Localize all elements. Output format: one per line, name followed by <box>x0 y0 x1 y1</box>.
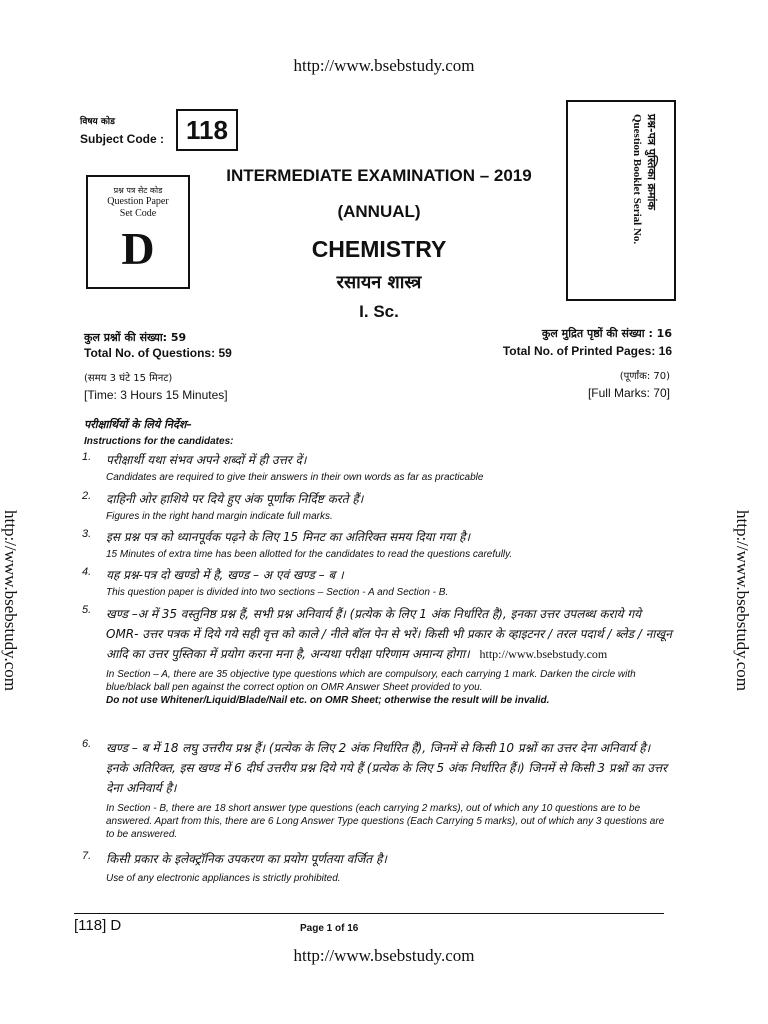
instruction-item-7 <box>84 850 674 884</box>
instruction-en-warning: Do not use Whitener/Liquid/Blade/Nail etc. on OMR Sheet; otherwise the result will be invalid. <box>106 695 550 706</box>
total-pages: Total No. of Printed Pages: 16 <box>502 344 672 358</box>
instruction-item-6 <box>84 738 674 841</box>
set-code-label-hi: प्रश्न पत्र सेट कोड <box>113 186 163 195</box>
instruction-en: Use of any electronic appliances is strictly prohibited. <box>106 873 341 884</box>
instruction-en: Candidates are required to give their answers in their own words as far as practicable <box>106 472 484 483</box>
subject-code-label: Subject Code : <box>80 132 165 146</box>
instruction-hi: परीक्षार्थी यथा संभव अपने शब्दों में ही उत्तर दें। <box>106 453 307 467</box>
instruction-hi: किसी प्रकार के इलेक्ट्रॉनिक उपकरण का प्रयोग पूर्णतया वर्जित है। <box>106 852 387 866</box>
instruction-hi: दाहिनी ओर हाशिये पर दिये हुए अंक पूर्णांक निर्दिष्ट करते हैं। <box>106 492 364 506</box>
instruction-item-5 <box>84 604 674 707</box>
instruction-number: 7. <box>82 850 92 862</box>
instruction-item-2 <box>84 490 674 522</box>
footer-divider <box>74 913 664 914</box>
set-code-value: D <box>121 223 155 274</box>
instruction-number: 1. <box>82 451 92 463</box>
instruction-item-3 <box>84 528 674 560</box>
total-questions-hi: कुल प्रश्नों की संख्या: 59 <box>84 331 187 344</box>
instructions-heading: Instructions for the candidates: <box>84 436 234 447</box>
time-allowed: [Time: 3 Hours 15 Minutes] <box>84 388 228 402</box>
watermark-url-right: http://www.bsebstudy.com <box>733 510 752 692</box>
full-marks: [Full Marks: 70] <box>587 386 670 400</box>
instruction-en: In Section – A, there are 35 objective type questions which are compulsory, each carrying 1 mark. Darken the circle with blue/black ball pen against the correct option on OMR Answer Sheet provided to you. <box>106 669 636 693</box>
watermark-url-bottom: http://www.bsebstudy.com <box>293 946 475 965</box>
booklet-serial-box <box>566 100 676 301</box>
watermark-url-top: http://www.bsebstudy.com <box>293 56 475 75</box>
full-marks-hi: (पूर्णांक: 70) <box>619 371 670 382</box>
instruction-en: 15 Minutes of extra time has been allotted for the candidates to read the questions carefully. <box>106 549 513 560</box>
instruction-item-1 <box>84 451 674 483</box>
set-code-box <box>86 175 190 289</box>
booklet-serial-label <box>630 114 658 244</box>
subject-title-hi: रसायन शास्त्र <box>336 272 422 293</box>
instruction-item-4 <box>84 566 674 598</box>
booklet-serial-label-en: Question Booklet Serial No. <box>631 114 643 245</box>
set-code-label-1: Question Paper <box>107 196 169 207</box>
instruction-hi: खण्ड – ब में 18 लघु उत्तरीय प्रश्न हैं। (प्रत्येक के लिए 2 अंक निर्धारित हैं), जिनमें से किसी 10 प्रश्नों का उत्तर देना अनिवार्य है। इनके अतिरिक्त, इस खण्ड में 6 दीर्घ उत्तरीय प्रश्न दिये गये हैं (प्रत्येक के लिए 5 अंक निर्धारित हैं।) जिनमें से किसी 3 प्रश्नों का उत्तर देना अनिवार्य है। <box>106 741 668 795</box>
subject-code-label-hi: विषय कोड <box>80 117 115 127</box>
footer-code: [118] D <box>74 917 122 934</box>
instruction-en: Figures in the right hand margin indicate full marks. <box>106 511 333 522</box>
inline-watermark-url: http://www.bsebstudy.com <box>479 647 608 661</box>
total-pages-hi: कुल मुद्रित पृष्ठों की संख्या : 16 <box>541 327 672 340</box>
page-number: Page 1 of 16 <box>300 923 359 934</box>
total-questions: Total No. of Questions: 59 <box>84 346 232 360</box>
booklet-serial-label-hi: प्रश्न-पत्र पुस्तिका क्रमांक <box>645 114 658 210</box>
instruction-hi: इस प्रश्न पत्र को ध्यानपूर्वक पढ़ने के लिए 15 मिनट का अतिरिक्त समय दिया गया है। <box>106 530 471 544</box>
instruction-hi: खण्ड –अ में 35 वस्तुनिष्ठ प्रश्न हैं, सभी प्रश्न अनिवार्य हैं। (प्रत्येक के लिए 1 अंक निर्धारित है), इनका उत्तर उपलब्ध कराये गये OMR- उत्तर पत्रक में दिये गये सही वृत्त को काले / नीले बॉल पेन से भरें। किसी भी प्रकार के व्हाइटनर / तरल पदार्थ / ब्लेड / नाखून आदि का उत्तर पुस्तिका में प्रयोग करना मना है, अन्यथा परीक्षा परिणाम अमान्य होगा। <box>106 607 672 661</box>
instructions-heading-hi: परीक्षार्थियों के लिये निर्देश– <box>84 418 192 431</box>
instruction-number: 6. <box>82 738 92 750</box>
instruction-number: 3. <box>82 528 92 540</box>
watermark-url-left: http://www.bsebstudy.com <box>1 510 20 692</box>
time-hi: (समय 3 घंटे 15 मिनट) <box>84 373 173 384</box>
instruction-en: In Section - B, there are 18 short answer type questions (each carrying 2 marks), out of which any 10 questions are to be answered. Apart from this, there are 6 Long Answer Type questions (Each Carrying 5 marks), out of which any 3 questions are to be answered. <box>106 803 665 840</box>
instruction-hi-block <box>84 604 674 664</box>
set-code-label-2: Set Code <box>119 208 157 219</box>
instruction-hi: यह प्रश्न-पत्र दो खण्डो में है, खण्ड – अ एवं खण्ड – ब । <box>106 568 344 582</box>
subject-code-box: 118 <box>176 109 238 151</box>
instruction-number: 2. <box>82 490 92 502</box>
instruction-number: 5. <box>82 604 92 616</box>
exam-title: INTERMEDIATE EXAMINATION – 2019 <box>226 166 532 185</box>
subject-title: CHEMISTRY <box>311 236 447 262</box>
instruction-en: This question paper is divided into two sections – Section - A and Section - B. <box>106 587 449 598</box>
exam-session: (ANNUAL) <box>337 202 421 221</box>
stream-title: I. Sc. <box>359 302 399 321</box>
instruction-number: 4. <box>82 566 92 578</box>
